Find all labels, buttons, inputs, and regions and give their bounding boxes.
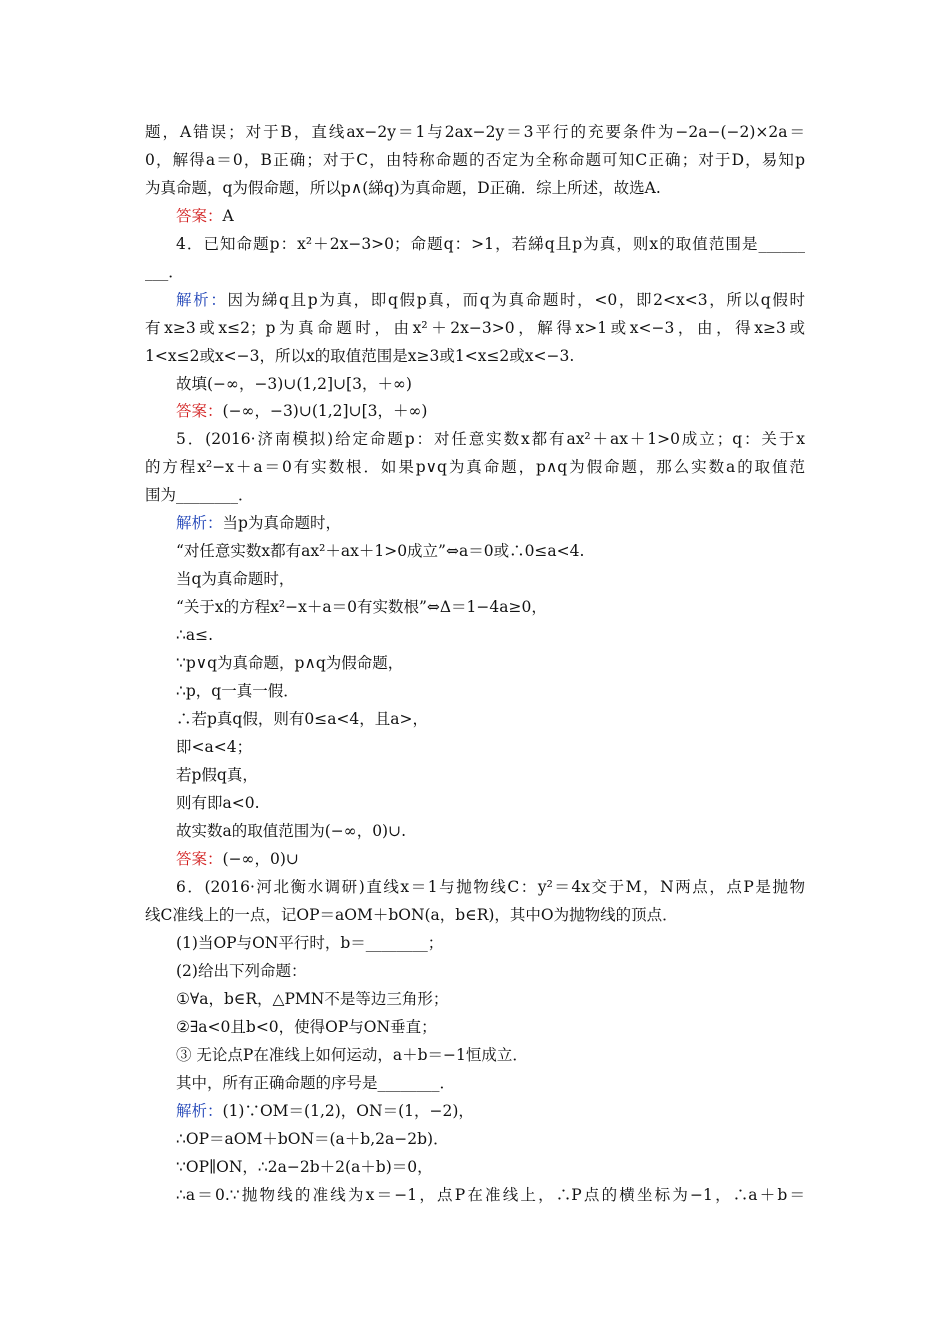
analysis-line xyxy=(176,1101,474,1121)
text-line: ∴a≤. xyxy=(176,626,214,644)
text-line: ___． xyxy=(145,263,184,281)
text-line: (2)给出下列命题： xyxy=(176,962,307,980)
text-line: 故填(−∞，−3)∪(1,2]∪[3，＋∞) xyxy=(176,375,412,393)
text-line: ∴a＝0.∵抛物线的准线为x＝−1，点P在准线上，∴P点的横坐标为−1，∴a＋b＝ xyxy=(176,1186,805,1204)
text-line: 故实数a的取值范围为(−∞，0)∪. xyxy=(176,822,407,840)
text-line: 有x≥3或x≤2；p为真命题时，由x²＋2x−3>0，解得x>1或x<−3，由，得x≥3或 xyxy=(145,319,805,337)
text-line: 0，解得a＝0，B正确；对于C，由特称命题的否定为全称命题可知C正确；对于D，易知p xyxy=(145,151,805,169)
analysis-line xyxy=(176,513,341,533)
answer-label: 答案： xyxy=(176,402,223,420)
text-line: ∴若p真q假，则有0≤a<4，且a>， xyxy=(176,710,429,728)
answer-text: (−∞，0)∪ xyxy=(222,850,299,868)
analysis-text: 因为綈q且p为真，即q假p真，而q为真命题时，<0，即2<x<3，所以q假时 xyxy=(227,291,805,309)
answer-text: A xyxy=(222,207,234,225)
text-line: ∴OP＝aOM＋bON＝(a＋b,2a−2b)． xyxy=(176,1130,449,1148)
text-line: ②∃a<0且b<0，使得OP与ON垂直； xyxy=(176,1018,437,1036)
text-line: ①∀a，b∈R，△PMN不是等边三角形； xyxy=(176,990,449,1008)
text-line: 的方程x²−x＋a＝0有实数根．如果p∨q为真命题，p∧q为假命题，那么实数a的取值范 xyxy=(145,458,805,476)
text-line: ③ 无论点P在准线上如何运动，a＋b＝−1恒成立． xyxy=(176,1046,528,1064)
text-line: ∵p∨q为真命题，p∧q为假命题， xyxy=(176,654,404,672)
answer-text: (−∞，−3)∪(1,2]∪[3，＋∞) xyxy=(222,402,428,420)
text-line: 线C准线上的一点，记OP＝aOM＋bON(a，b∈R)，其中O为抛物线的顶点． xyxy=(145,906,678,924)
text-line: 围为________． xyxy=(145,486,254,504)
text-line: 则有即a<0. xyxy=(176,794,260,812)
text-line: 为真命题，q为假命题，所以p∧(綈q)为真命题，D正确．综上所述，故选A. xyxy=(145,179,661,197)
answer-line xyxy=(176,849,299,869)
answer-label: 答案： xyxy=(176,207,223,225)
text-line: 题，A错误；对于B，直线ax−2y＝1与2ax−2y＝3平行的充要条件为−2a−(−2)×2a＝ xyxy=(145,123,805,141)
answer-line xyxy=(176,401,427,421)
answer-line xyxy=(176,206,234,226)
answer-label: 答案： xyxy=(176,850,223,868)
question-4: 4．已知命题p：x²＋2x−3>0；命题q：>1，若綈q且p为真，则x的取值范围是______ xyxy=(176,235,805,253)
text-line: ∴p，q一真一假． xyxy=(176,682,299,700)
analysis-text: (1)∵OM＝(1,2)，ON＝(1，−2)， xyxy=(222,1102,474,1120)
text-line: 若p假q真， xyxy=(176,766,258,784)
analysis-line xyxy=(176,290,805,310)
text-line: 当q为真命题时， xyxy=(176,570,295,588)
text-line: ∵OP∥ON，∴2a−2b＋2(a＋b)＝0， xyxy=(176,1158,433,1176)
question-5: 5．(2016·济南模拟)给定命题p：对任意实数x都有ax²＋ax＋1>0成立；q：关于x xyxy=(176,430,805,448)
analysis-label: 解析： xyxy=(176,1102,223,1120)
analysis-label: 解析： xyxy=(176,291,228,309)
analysis-label: 解析： xyxy=(176,514,223,532)
text-line: (1)当OP与ON平行时，b＝________； xyxy=(176,934,444,952)
analysis-text: 当p为真命题时， xyxy=(222,514,341,532)
text-line: “关于x的方程x²−x＋a＝0有实数根”⇔Δ＝1−4a≥0， xyxy=(176,598,547,616)
question-6: 6．(2016·河北衡水调研)直线x＝1与抛物线C：y²＝4x交于M，N两点，点P是抛物 xyxy=(176,878,805,896)
text-line: 1<x≤2或x<−3，所以x的取值范围是x≥3或1<x≤2或x<−3. xyxy=(145,347,575,365)
text-line: 即<a<4； xyxy=(176,738,253,756)
text-line: “对任意实数x都有ax²＋ax＋1>0成立”⇔a＝0或∴0≤a<4. xyxy=(176,542,585,560)
text-line: 其中，所有正确命题的序号是________． xyxy=(176,1074,456,1092)
